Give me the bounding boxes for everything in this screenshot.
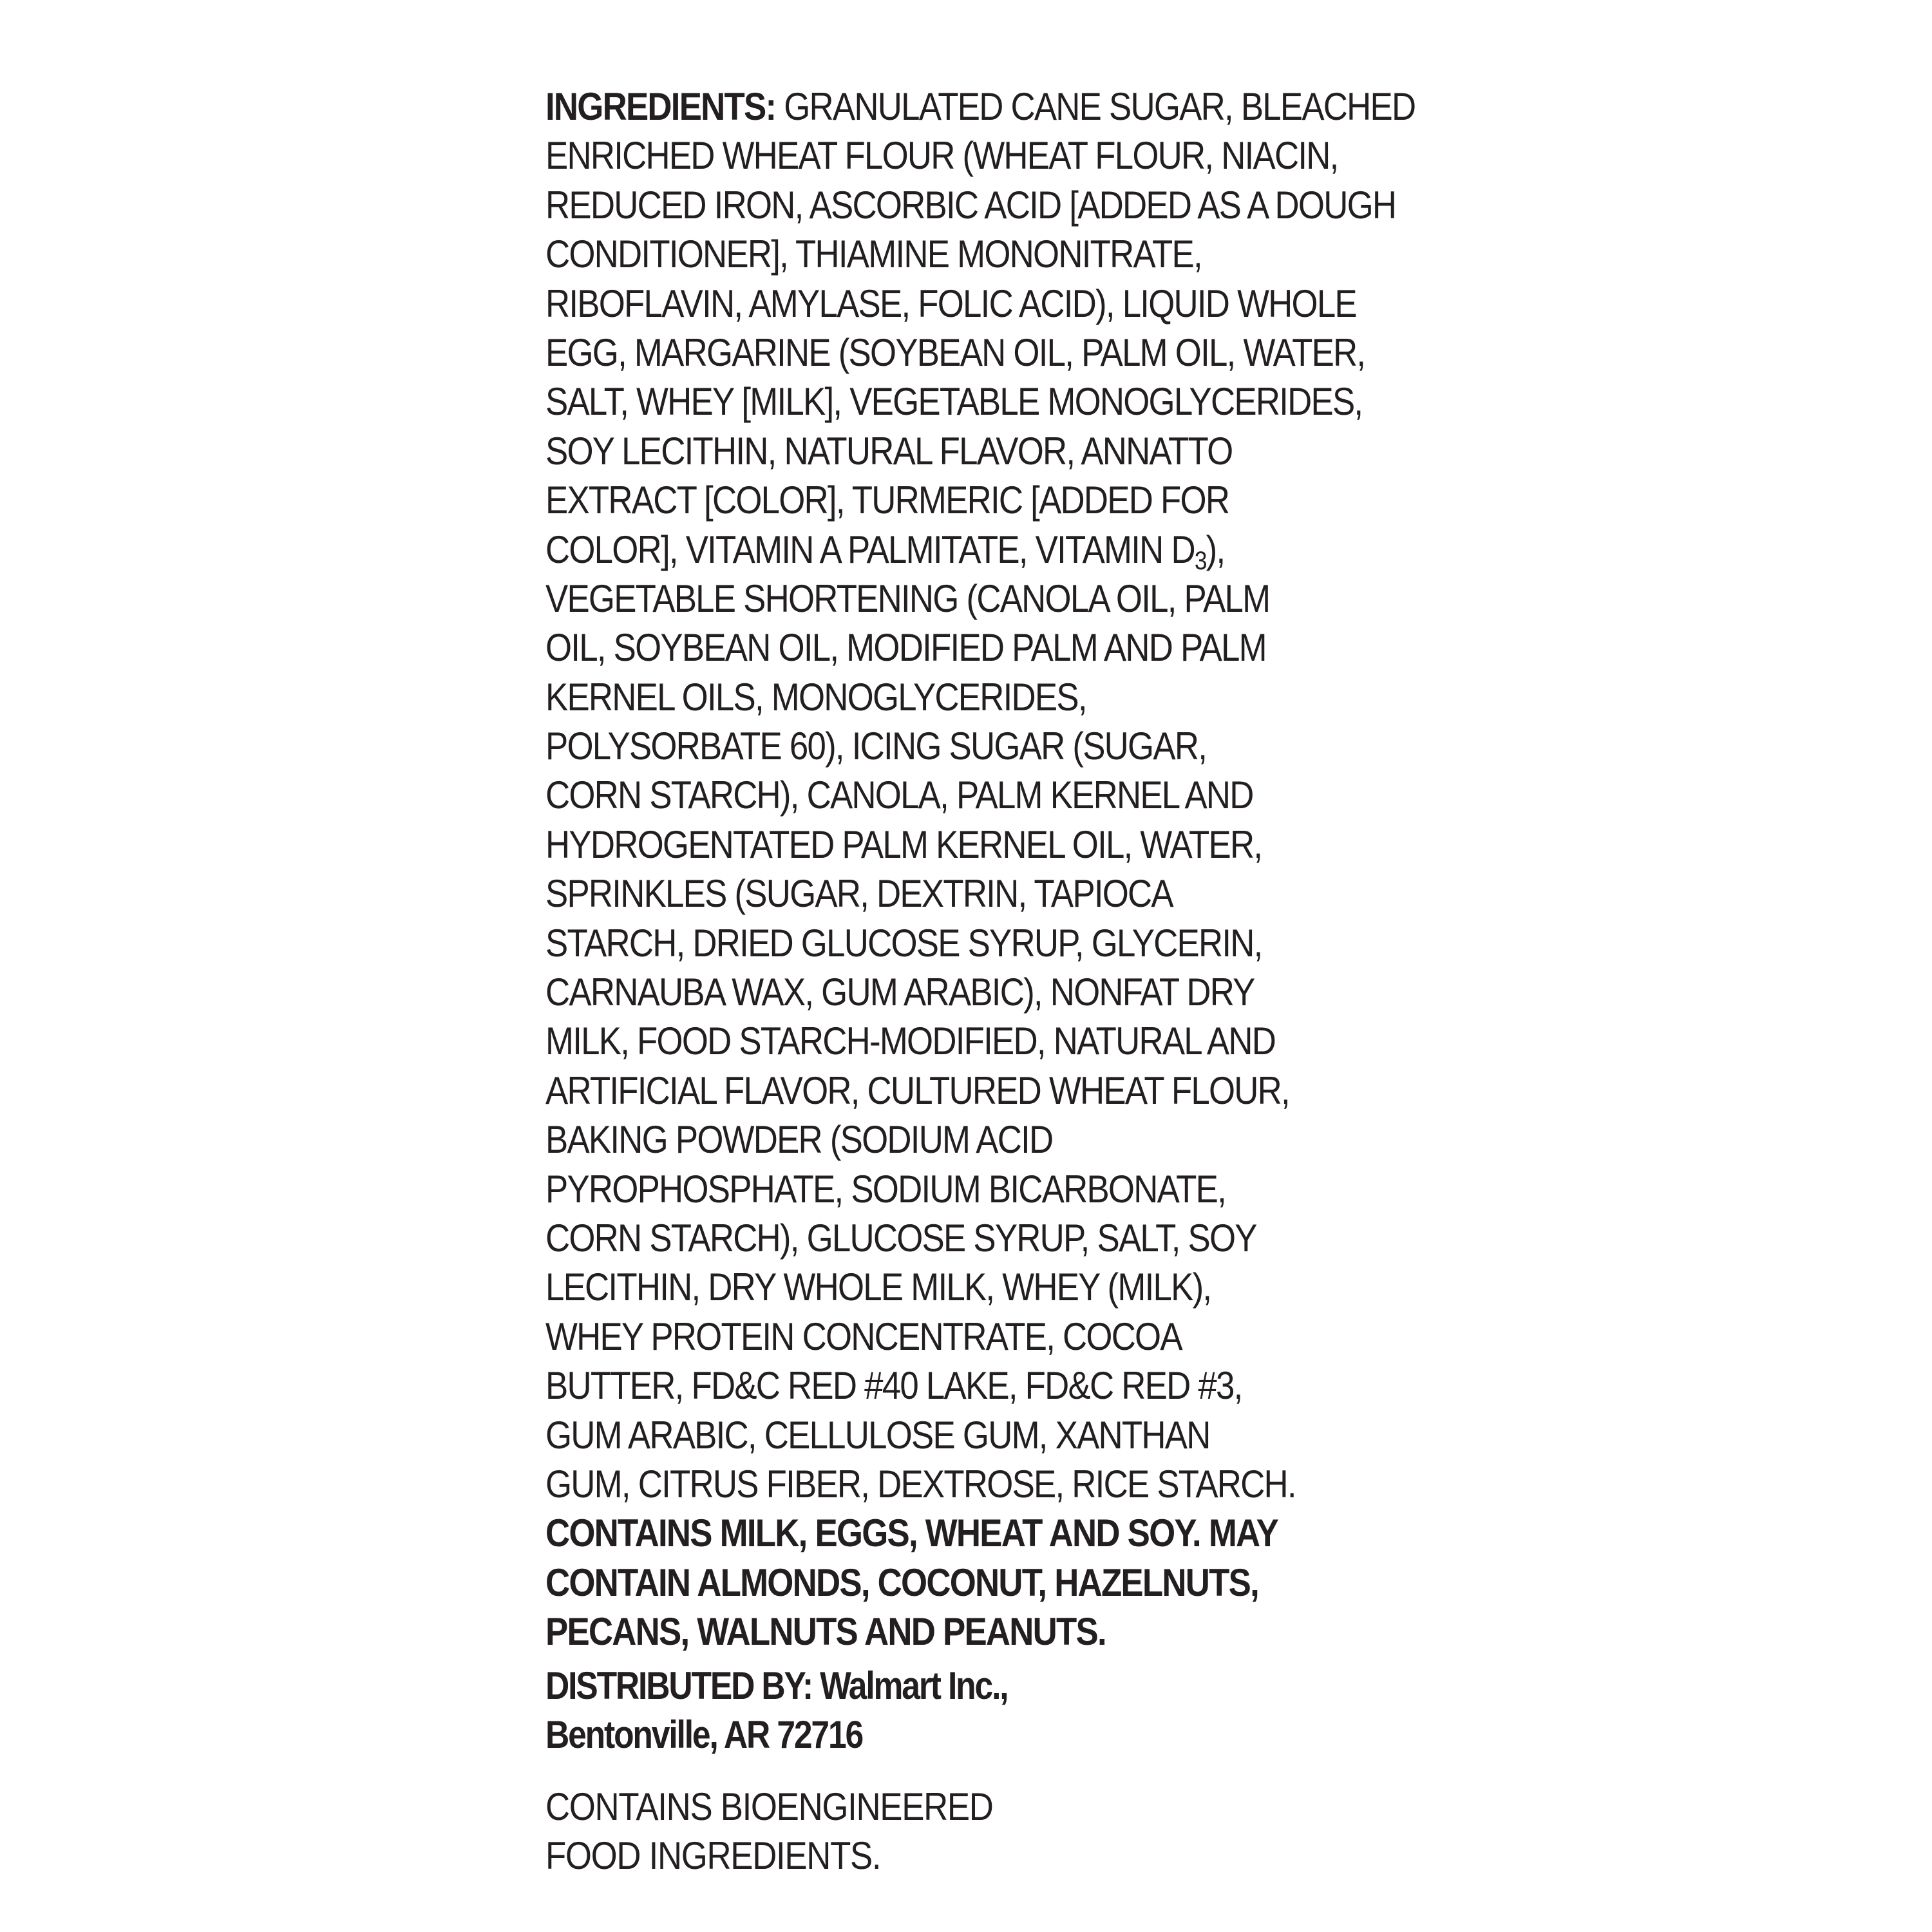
ingredients-line: REDUCED IRON, ASCORBIC ACID [ADDED AS A DOUGH [545, 183, 1396, 227]
distributor-line: DISTRIBUTED BY: Walmart Inc., [545, 1664, 1008, 1707]
ingredients-line: PYROPHOSPHATE, SODIUM BICARBONATE, [545, 1167, 1226, 1211]
ingredients-line: MILK, FOOD STARCH-MODIFIED, NATURAL AND [545, 1019, 1276, 1063]
ingredients-line-1 [545, 82, 1416, 131]
ingredients-line: CONDITIONER], THIAMINE MONONITRATE, [545, 232, 1202, 276]
ingredients-line: WHEY PROTEIN CONCENTRATE, COCOA [545, 1314, 1182, 1358]
ingredients-text: COLOR], VITAMIN A PALMITATE, VITAMIN D [545, 527, 1195, 571]
ingredients-line: SOY LECITHIN, NATURAL FLAVOR, ANNATTO [545, 429, 1233, 473]
ingredients-line: ARTIFICIAL FLAVOR, CULTURED WHEAT FLOUR, [545, 1068, 1289, 1112]
ingredients-text: GRANULATED CANE SUGAR, BLEACHED [775, 85, 1416, 128]
distributor-address: Bentonville, AR 72716 [545, 1713, 863, 1756]
ingredients-heading: INGREDIENTS: [545, 85, 776, 128]
ingredients-line-vitamin [545, 526, 1396, 574]
ingredients-line: RIBOFLAVIN, AMYLASE, FOLIC ACID), LIQUID WHOLE [545, 281, 1356, 325]
ingredients-line: GUM, CITRUS FIBER, DEXTROSE, RICE STARCH. [545, 1462, 1296, 1506]
ingredients-line: EGG, MARGARINE (SOYBEAN OIL, PALM OIL, WATER, [545, 330, 1365, 374]
vitamin-subscript: 3 [1194, 546, 1206, 575]
ingredients-line: KERNEL OILS, MONOGLYCERIDES, [545, 675, 1086, 719]
ingredients-line: EXTRACT [COLOR], TURMERIC [ADDED FOR [545, 478, 1229, 522]
bioengineered-line: FOOD INGREDIENTS. [545, 1834, 881, 1877]
ingredients-line: GUM ARABIC, CELLULOSE GUM, XANTHAN [545, 1413, 1210, 1457]
bioengineered-line: CONTAINS BIOENGINEERED [545, 1785, 993, 1828]
ingredients-block [545, 82, 1416, 1657]
distributor-statement [545, 1662, 1007, 1759]
ingredients-line: CORN STARCH), CANOLA, PALM KERNEL AND [545, 773, 1253, 817]
ingredient-label-panel [545, 82, 1511, 1877]
ingredients-line: SALT, WHEY [MILK], VEGETABLE MONOGLYCERIDES, [545, 380, 1363, 424]
ingredients-line: ENRICHED WHEAT FLOUR (WHEAT FLOUR, NIACIN, [545, 134, 1338, 178]
ingredients-line: CARNAUBA WAX, GUM ARABIC), NONFAT DRY [545, 971, 1255, 1014]
ingredients-line: BUTTER, FD&C RED #40 LAKE, FD&C RED #3, [545, 1364, 1242, 1408]
ingredients-line: LECITHIN, DRY WHOLE MILK, WHEY (MILK), [545, 1265, 1211, 1309]
allergen-statement-line: CONTAIN ALMONDS, COCONUT, HAZELNUTS, [545, 1560, 1258, 1604]
ingredients-line: HYDROGENTATED PALM KERNEL OIL, WATER, [545, 822, 1262, 866]
allergen-statement-line: CONTAINS MILK, EGGS, WHEAT AND SOY. MAY [545, 1511, 1278, 1555]
ingredients-line: CORN STARCH), GLUCOSE SYRUP, SALT, SOY [545, 1216, 1256, 1260]
ingredients-line: VEGETABLE SHORTENING (CANOLA OIL, PALM [545, 576, 1270, 620]
ingredients-line: POLYSORBATE 60), ICING SUGAR (SUGAR, [545, 724, 1207, 768]
ingredients-line: OIL, SOYBEAN OIL, MODIFIED PALM AND PALM [545, 626, 1266, 670]
bioengineered-disclosure [545, 1783, 993, 1880]
ingredients-line: SPRINKLES (SUGAR, DEXTRIN, TAPIOCA [545, 872, 1173, 916]
ingredients-line: STARCH, DRIED GLUCOSE SYRUP, GLYCERIN, [545, 921, 1262, 965]
vitamin-suffix: ), [1206, 527, 1225, 571]
ingredients-line: BAKING POWDER (SODIUM ACID [545, 1118, 1053, 1162]
allergen-statement-line: PECANS, WALNUTS AND PEANUTS. [545, 1610, 1106, 1654]
